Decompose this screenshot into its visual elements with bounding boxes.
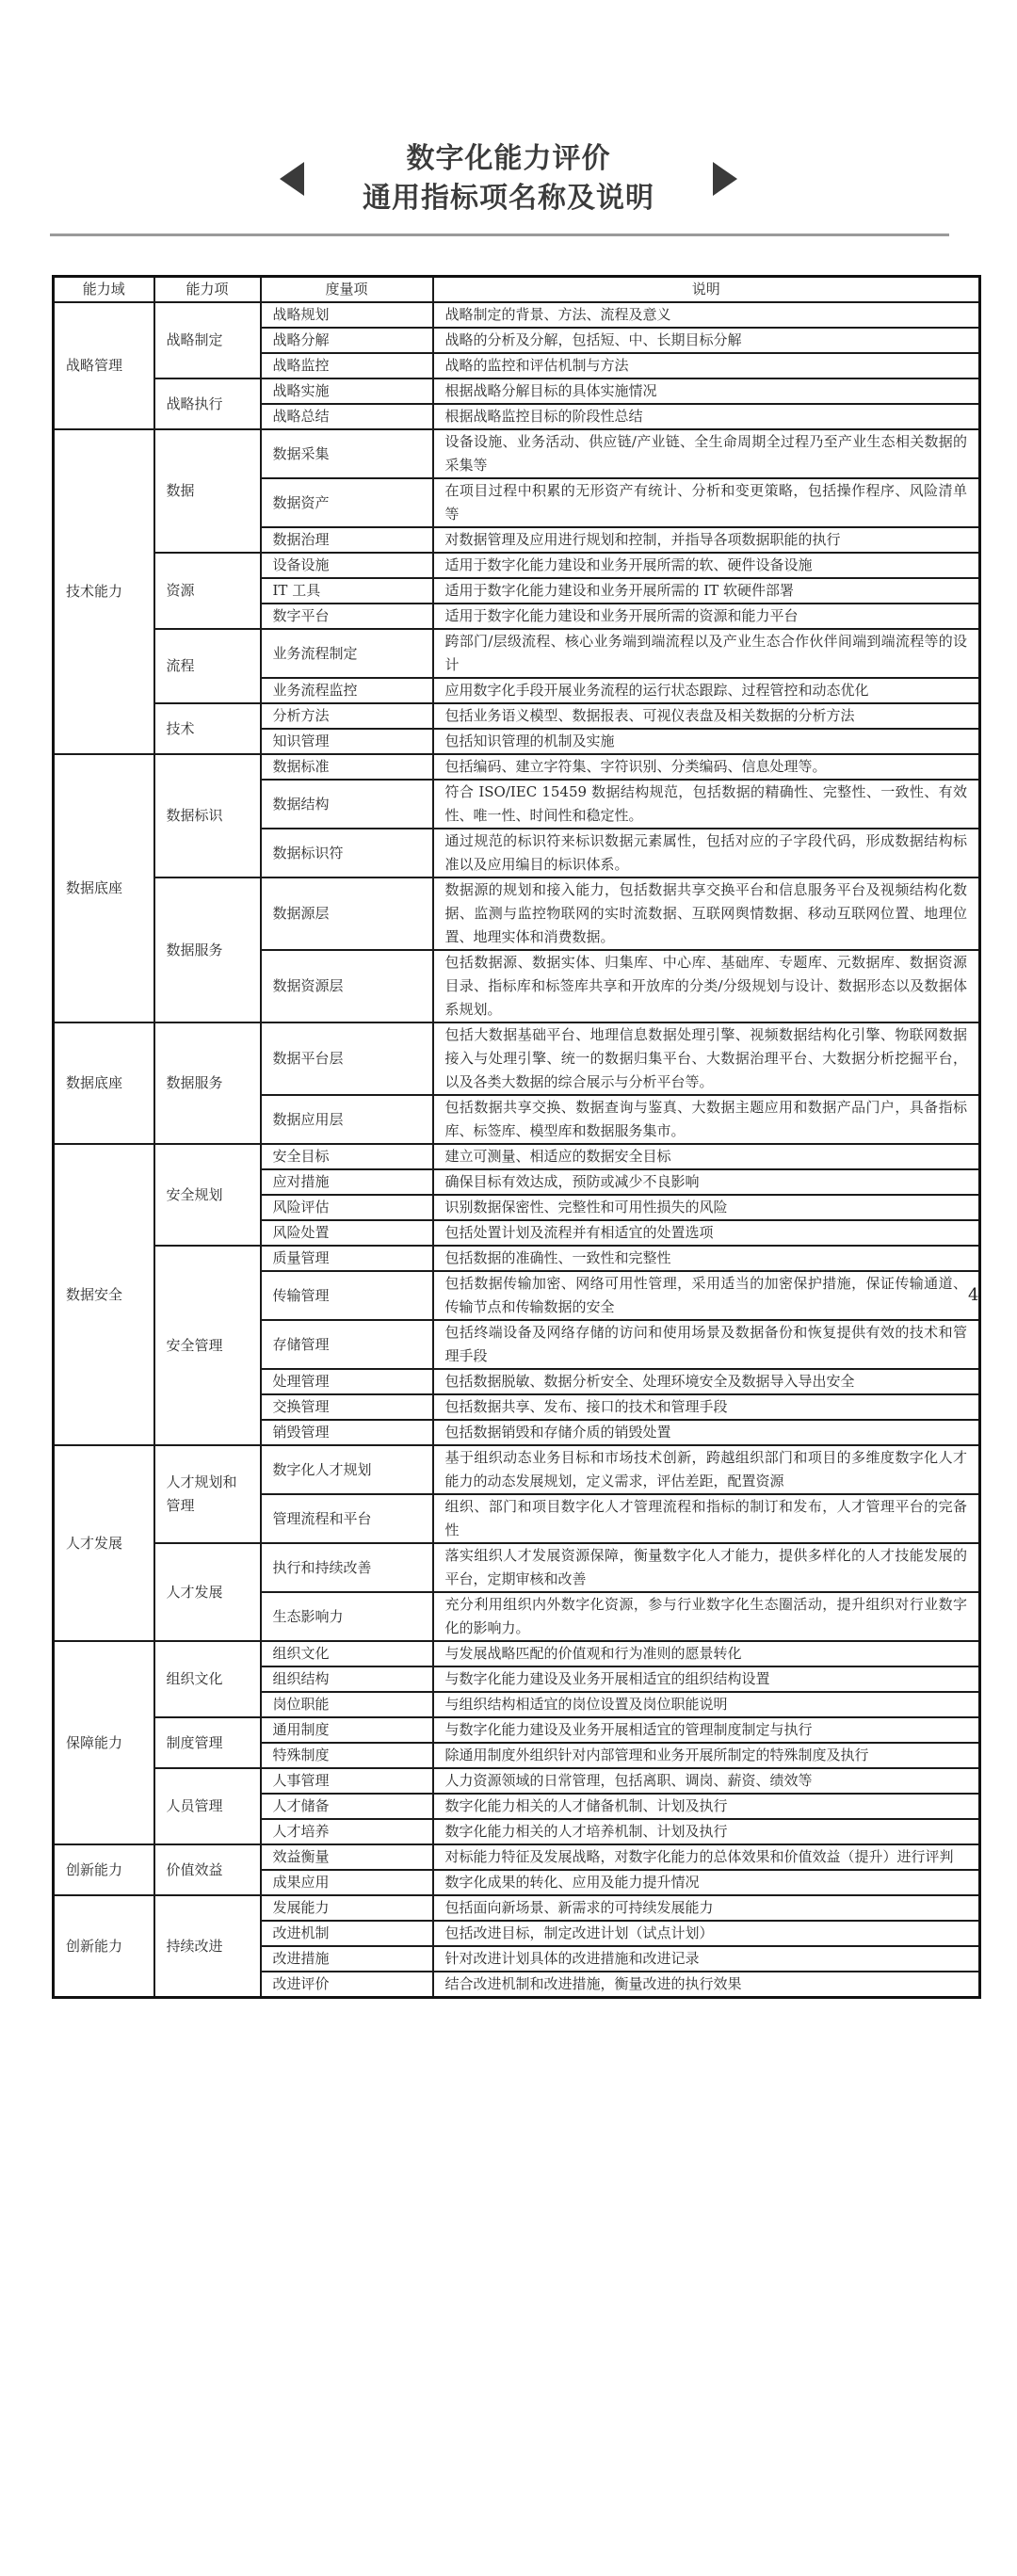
description-cell: 包括业务语义模型、数据报表、可视仪表盘及相关数据的分析方法 <box>433 703 980 729</box>
title-line-2: 通用指标项名称及说明 <box>363 182 654 215</box>
description-cell: 数据源的规划和接入能力，包括数据共享交换平台和信息服务平台及视频结构化数据、监测与监控物联网的实时流数据、互联网舆情数据、移动互联网位置、地理位置、地理实体和消费数据。 <box>433 877 980 950</box>
capability-item-cell: 数据服务 <box>154 877 261 1022</box>
capability-domain-cell: 人才发展 <box>54 1445 154 1641</box>
capability-item-cell: 人员管理 <box>154 1768 261 1844</box>
table-header-row <box>54 277 980 303</box>
measure-cell: 安全目标 <box>261 1144 433 1169</box>
description-cell: 针对改进计划具体的改进措施和改进记录 <box>433 1946 980 1972</box>
description-cell: 基于组织动态业务目标和市场技术创新，跨越组织部门和项目的多维度数字化人才能力的动态发展规划，定义需求，评估差距，配置资源 <box>433 1445 980 1494</box>
description-cell: 结合改进机制和改进措施，衡量改进的执行效果 <box>433 1972 980 1998</box>
capability-item-cell: 数据 <box>154 429 261 553</box>
description-cell: 对标能力特征及发展战略，对数字化能力的总体效果和价值效益（提升）进行评判 <box>433 1844 980 1870</box>
measure-cell: 销毁管理 <box>261 1420 433 1445</box>
measure-cell: 战略规划 <box>261 302 433 328</box>
measure-cell: 数据平台层 <box>261 1022 433 1095</box>
measure-cell: 数据资源层 <box>261 950 433 1022</box>
description-cell: 包括数据脱敏、数据分析安全、处理环境安全及数据导入导出安全 <box>433 1369 980 1394</box>
description-cell: 与组织结构相适宜的岗位设置及岗位职能说明 <box>433 1692 980 1717</box>
description-cell: 适用于数字化能力建设和业务开展所需的 IT 软硬件部署 <box>433 578 980 604</box>
capability-item-cell: 资源 <box>154 553 261 629</box>
table-row <box>54 1844 980 1870</box>
description-cell: 与数字化能力建设及业务开展相适宜的管理制度制定与执行 <box>433 1717 980 1743</box>
measure-cell: 数据标准 <box>261 754 433 780</box>
measure-cell: 管理流程和平台 <box>261 1494 433 1543</box>
capability-item-cell: 价值效益 <box>154 1844 261 1895</box>
measure-cell: 通用制度 <box>261 1717 433 1743</box>
capability-item-cell: 战略制定 <box>154 302 261 378</box>
description-cell: 与数字化能力建设及业务开展相适宜的组织结构设置 <box>433 1666 980 1692</box>
measure-cell: 人才培养 <box>261 1819 433 1844</box>
description-cell: 对数据管理及应用进行规划和控制，并指导各项数据职能的执行 <box>433 527 980 553</box>
table-row <box>54 553 980 578</box>
title-line-1: 数字化能力评价 <box>406 142 611 175</box>
description-cell: 包括知识管理的机制及实施 <box>433 729 980 754</box>
measure-cell: 改进措施 <box>261 1946 433 1972</box>
header-measure: 度量项 <box>261 277 433 303</box>
description-cell: 除通用制度外组织针对内部管理和业务开展所制定的特殊制度及执行 <box>433 1743 980 1768</box>
capability-item-cell: 数据服务 <box>154 1022 261 1144</box>
description-cell: 符合 ISO/IEC 15459 数据结构规范，包括数据的精确性、完整性、一致性、有效性、唯一性、时间性和稳定性。 <box>433 780 980 829</box>
description-cell: 与发展战略匹配的价值观和行为准则的愿景转化 <box>433 1641 980 1666</box>
description-cell: 包括处置计划及流程并有相适宜的处置选项 <box>433 1220 980 1246</box>
description-cell: 包括数据共享交换、数据查询与鉴真、大数据主题应用和数据产品门户，具备指标库、标签库、模型库和数据服务集市。 <box>433 1095 980 1144</box>
measure-cell: 传输管理 <box>261 1271 433 1320</box>
table-row <box>54 1246 980 1271</box>
table-row <box>54 1543 980 1592</box>
measure-cell: 数据采集 <box>261 429 433 478</box>
capability-domain-cell: 数据底座 <box>54 1022 154 1144</box>
measure-cell: 数据标识符 <box>261 829 433 877</box>
measure-cell: 战略总结 <box>261 404 433 429</box>
measure-cell: 效益衡量 <box>261 1844 433 1870</box>
capability-domain-cell: 数据底座 <box>54 754 154 1022</box>
capability-item-cell: 技术 <box>154 703 261 754</box>
description-cell: 数字化能力相关的人才培养机制、计划及执行 <box>433 1819 980 1844</box>
measure-cell: 执行和持续改善 <box>261 1543 433 1592</box>
measure-cell: 战略监控 <box>261 353 433 378</box>
measure-cell: 人事管理 <box>261 1768 433 1794</box>
measure-cell: 数据源层 <box>261 877 433 950</box>
description-cell: 数字化成果的转化、应用及能力提升情况 <box>433 1870 980 1895</box>
description-cell: 战略的分析及分解，包括短、中、长期目标分解 <box>433 328 980 353</box>
capability-domain-cell: 创新能力 <box>54 1844 154 1895</box>
measure-cell: 改进评价 <box>261 1972 433 1998</box>
measure-cell: 风险评估 <box>261 1195 433 1220</box>
description-cell: 包括改进目标，制定改进计划（试点计划） <box>433 1921 980 1946</box>
description-cell: 包括数据共享、发布、接口的技术和管理手段 <box>433 1394 980 1420</box>
description-cell: 包括数据传输加密、网络可用性管理，采用适当的加密保护措施，保证传输通道、传输节点和传输数据的安全 <box>433 1271 980 1320</box>
table-row <box>54 302 980 328</box>
table-row <box>54 1445 980 1494</box>
description-cell: 包括大数据基础平台、地理信息数据处理引擎、视频数据结构化引擎、物联网数据接入与处理引擎、统一的数据归集平台、大数据治理平台、大数据分析挖掘平台，以及各类大数据的综合展示与分析平台等。 <box>433 1022 980 1095</box>
measure-cell: 特殊制度 <box>261 1743 433 1768</box>
indicator-table <box>52 275 981 1999</box>
description-cell: 人力资源领域的日常管理，包括离职、调岗、薪资、绩效等 <box>433 1768 980 1794</box>
capability-item-cell: 流程 <box>154 629 261 703</box>
measure-cell: 发展能力 <box>261 1895 433 1921</box>
header-domain: 能力域 <box>54 277 154 303</box>
measure-cell: 知识管理 <box>261 729 433 754</box>
capability-domain-cell: 数据安全 <box>54 1144 154 1445</box>
capability-item-cell: 数据标识 <box>154 754 261 877</box>
table-row <box>54 1641 980 1666</box>
description-cell: 通过规范的标识符来标识数据元素属性，包括对应的子字段代码，形成数据结构标准以及应用编目的标识体系。 <box>433 829 980 877</box>
measure-cell: 人才储备 <box>261 1794 433 1819</box>
table-row <box>54 1895 980 1921</box>
page-number: 4 <box>968 1285 979 1305</box>
table-row <box>54 1768 980 1794</box>
measure-cell: 数据结构 <box>261 780 433 829</box>
description-cell: 应用数字化手段开展业务流程的运行状态跟踪、过程管控和动态优化 <box>433 678 980 703</box>
description-cell: 包括数据销毁和存储介质的销毁处置 <box>433 1420 980 1445</box>
table-row <box>54 1022 980 1095</box>
description-cell: 包括终端设备及网络存储的访问和使用场景及数据备份和恢复提供有效的技术和管理手段 <box>433 1320 980 1369</box>
measure-cell: 战略实施 <box>261 378 433 404</box>
triangle-right-icon <box>713 162 737 196</box>
capability-domain-cell: 创新能力 <box>54 1895 154 1998</box>
measure-cell: 处理管理 <box>261 1369 433 1394</box>
description-cell: 数字化能力相关的人才储备机制、计划及执行 <box>433 1794 980 1819</box>
table-row <box>54 1717 980 1743</box>
description-cell: 在项目过程中积累的无形资产有统计、分析和变更策略，包括操作程序、风险清单等 <box>433 478 980 527</box>
capability-item-cell: 安全规划 <box>154 1144 261 1246</box>
description-cell: 跨部门/层级流程、核心业务端到端流程以及产业生态合作伙伴间端到端流程等的设计 <box>433 629 980 678</box>
measure-cell: 数字化人才规划 <box>261 1445 433 1494</box>
table-row <box>54 754 980 780</box>
table-row <box>54 378 980 404</box>
measure-cell: 战略分解 <box>261 328 433 353</box>
description-cell: 确保目标有效达成，预防或减少不良影响 <box>433 1169 980 1195</box>
measure-cell: 数据治理 <box>261 527 433 553</box>
description-cell: 建立可测量、相适应的数据安全目标 <box>433 1144 980 1169</box>
capability-item-cell: 人才发展 <box>154 1543 261 1641</box>
capability-item-cell: 持续改进 <box>154 1895 261 1998</box>
header-item: 能力项 <box>154 277 261 303</box>
page-title <box>363 139 654 218</box>
capability-domain-cell: 战略管理 <box>54 302 154 429</box>
description-cell: 包括数据的准确性、一致性和完整性 <box>433 1246 980 1271</box>
description-cell: 适用于数字化能力建设和业务开展所需的软、硬件设备设施 <box>433 553 980 578</box>
measure-cell: 组织结构 <box>261 1666 433 1692</box>
capability-domain-cell: 技术能力 <box>54 429 154 754</box>
measure-cell: IT 工具 <box>261 578 433 604</box>
capability-domain-cell: 保障能力 <box>54 1641 154 1844</box>
description-cell: 包括数据源、数据实体、归集库、中心库、基础库、专题库、元数据库、数据资源目录、指标库和标签库共享和开放库的分类/分级规划与设计、数据形态以及数据体系规划。 <box>433 950 980 1022</box>
table-row <box>54 1144 980 1169</box>
capability-item-cell: 制度管理 <box>154 1717 261 1768</box>
measure-cell: 成果应用 <box>261 1870 433 1895</box>
table-row <box>54 629 980 678</box>
table-row <box>54 703 980 729</box>
header-description: 说明 <box>433 277 980 303</box>
measure-cell: 改进机制 <box>261 1921 433 1946</box>
measure-cell: 数据应用层 <box>261 1095 433 1144</box>
capability-item-cell: 人才规划和管理 <box>154 1445 261 1543</box>
measure-cell: 分析方法 <box>261 703 433 729</box>
description-cell: 充分利用组织内外数字化资源，参与行业数字化生态圈活动，提升组织对行业数字化的影响力。 <box>433 1592 980 1641</box>
description-cell: 识别数据保密性、完整性和可用性损失的风险 <box>433 1195 980 1220</box>
measure-cell: 质量管理 <box>261 1246 433 1271</box>
measure-cell: 存储管理 <box>261 1320 433 1369</box>
title-divider <box>50 233 949 236</box>
capability-item-cell: 组织文化 <box>154 1641 261 1717</box>
page-header <box>0 132 1017 226</box>
measure-cell: 设备设施 <box>261 553 433 578</box>
triangle-left-icon <box>280 162 304 196</box>
table-row <box>54 429 980 478</box>
measure-cell: 业务流程制定 <box>261 629 433 678</box>
table-row <box>54 877 980 950</box>
description-cell: 根据战略分解目标的具体实施情况 <box>433 378 980 404</box>
description-cell: 适用于数字化能力建设和业务开展所需的资源和能力平台 <box>433 604 980 629</box>
description-cell: 设备设施、业务活动、供应链/产业链、全生命周期全过程乃至产业生态相关数据的采集等 <box>433 429 980 478</box>
table-body <box>54 302 980 1998</box>
description-cell: 战略的监控和评估机制与方法 <box>433 353 980 378</box>
measure-cell: 交换管理 <box>261 1394 433 1420</box>
description-cell: 包括编码、建立字符集、字符识别、分类编码、信息处理等。 <box>433 754 980 780</box>
measure-cell: 应对措施 <box>261 1169 433 1195</box>
capability-item-cell: 安全管理 <box>154 1246 261 1445</box>
description-cell: 组织、部门和项目数字化人才管理流程和指标的制订和发布，人才管理平台的完备性 <box>433 1494 980 1543</box>
capability-item-cell: 战略执行 <box>154 378 261 429</box>
measure-cell: 岗位职能 <box>261 1692 433 1717</box>
measure-cell: 生态影响力 <box>261 1592 433 1641</box>
description-cell: 战略制定的背景、方法、流程及意义 <box>433 302 980 328</box>
description-cell: 落实组织人才发展资源保障，衡量数字化人才能力，提供多样化的人才技能发展的平台，定期审核和改善 <box>433 1543 980 1592</box>
measure-cell: 组织文化 <box>261 1641 433 1666</box>
measure-cell: 数据资产 <box>261 478 433 527</box>
measure-cell: 风险处置 <box>261 1220 433 1246</box>
measure-cell: 业务流程监控 <box>261 678 433 703</box>
description-cell: 包括面向新场景、新需求的可持续发展能力 <box>433 1895 980 1921</box>
measure-cell: 数字平台 <box>261 604 433 629</box>
description-cell: 根据战略监控目标的阶段性总结 <box>433 404 980 429</box>
